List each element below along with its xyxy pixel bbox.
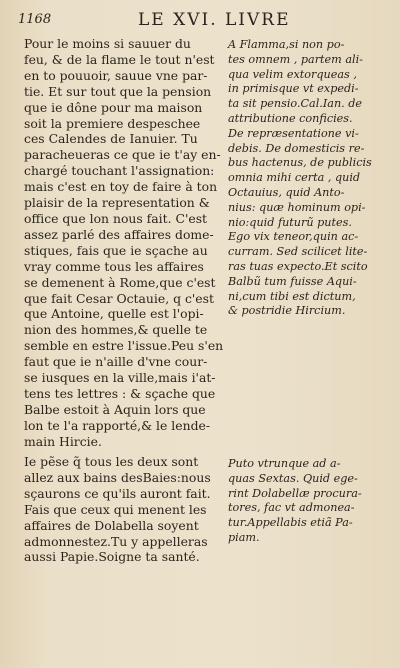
text-line: admonnestez.Tu y appelleras [24,533,208,549]
text-line: feu, & de la flame le tout n'est [24,51,215,67]
margin-line: nius: quæ hominum opi- [228,200,366,214]
text-line: assez parlé des affaires dome- [24,226,214,242]
text-line: en to pouuoir, sauue vne par- [24,67,208,83]
margin-line: Ego vix teneor,quin ac- [228,230,359,244]
margin-line: tes omnem , partem ali- [228,52,363,66]
page-header [18,10,380,30]
text-line: affaires de Dolabella soyent [24,517,199,533]
latin-marginal-note [228,38,388,319]
text-line: que ie dône pour ma maison [24,99,203,115]
text-line: main Hircie. [24,433,102,449]
margin-line: piam. [228,530,260,544]
text-line: Fais que ceux qui menent les [24,501,207,517]
text-line: paracheueras ce que ie t'ay en- [24,147,221,163]
margin-line: quas Sextas. Quid ege- [228,471,358,485]
text-line: Pour le moins si sauuer du [24,36,191,51]
margin-line: ni,cum tibi est dictum, [228,289,356,303]
text-line: se demenent à Rome,que c'est [24,274,216,290]
page-number: 1168 [18,12,52,27]
text-line: stiques, fais que ie sçache au [24,242,208,258]
text-line: allez aux bains desBaies:nous [24,469,211,485]
text-line: Ie pẽse q̃ tous les deux sont [24,454,199,469]
margin-line: tores, fac vt admonea- [228,501,355,515]
running-title: LE XVI. LIVRE [138,10,291,30]
margin-line: & postridie Hircium. [228,304,346,318]
margin-line: omnia mihi certa , quid [228,171,361,185]
text-line: chargé touchant l'assignation: [24,163,215,179]
text-line: que Antoine, quelle est l'opi- [24,306,204,322]
text-line: sçaurons ce qu'ils auront fait. [24,485,211,501]
margin-line: Puto vtrunque ad a- [228,457,341,470]
text-line: plaisir de la representation & [24,195,210,211]
margin-line: rint Dolabellæ procura- [228,486,362,500]
text-line: faut que ie n'aille d'vne cour- [24,354,208,370]
text-line: aussi Papie.Soigne ta santé. [24,549,200,565]
text-line: se iusques en la ville,mais i'at- [24,370,216,386]
text-line: semble en estre l'issue.Peu s'en [24,338,224,354]
margin-line: A Flamma,si non po- [228,38,345,51]
margin-line: in primisque vt expedi- [228,82,359,96]
margin-line: ras tuas expecto.Et scito [228,259,368,273]
text-line: tens tes lettres : & sçache que [24,385,216,401]
text-line: que fait Cesar Octauie, q c'est [24,290,214,306]
main-text-block [24,36,224,450]
margin-line: debis. De domesticis re- [228,141,365,155]
text-line: mais c'est en toy de faire à ton [24,179,218,195]
margin-line: bus hactenus, de publicis [228,156,372,170]
text-line: ces Calendes de Ianuier. Tu [24,131,198,147]
text-line: Balbe estoit à Aquin lors que [24,401,206,417]
second-paragraph [24,454,224,565]
margin-line: qua velim extorqueas , [228,67,357,81]
margin-line: ta sit pensio.Cal.Ian. de [228,97,363,111]
margin-line: curram. Sed scilicet lite- [228,245,368,259]
text-line: office que lon nous fait. C'est [24,210,208,226]
text-line: lon te l'a rapporté,& le lende- [24,417,211,433]
margin-line: tur.Appellabis etiã Pa- [228,516,353,530]
margin-line: Octauius, quid Anto- [228,185,345,199]
latin-marginal-note-2 [228,457,388,546]
text-line: vray comme tous les affaires [24,258,204,274]
text-line: tie. Et sur tout que la pension [24,83,212,99]
margin-line: Balbũ tum fuisse Aqui- [228,274,357,288]
text-line: soit la premiere despeschee [24,115,201,131]
margin-line: De repræsentatione vi- [228,126,359,140]
text-line: nion des hommes,& quelle te [24,322,208,338]
margin-line: attributione conficies. [228,111,353,125]
margin-line: nio:quid futurũ putes. [228,215,352,229]
